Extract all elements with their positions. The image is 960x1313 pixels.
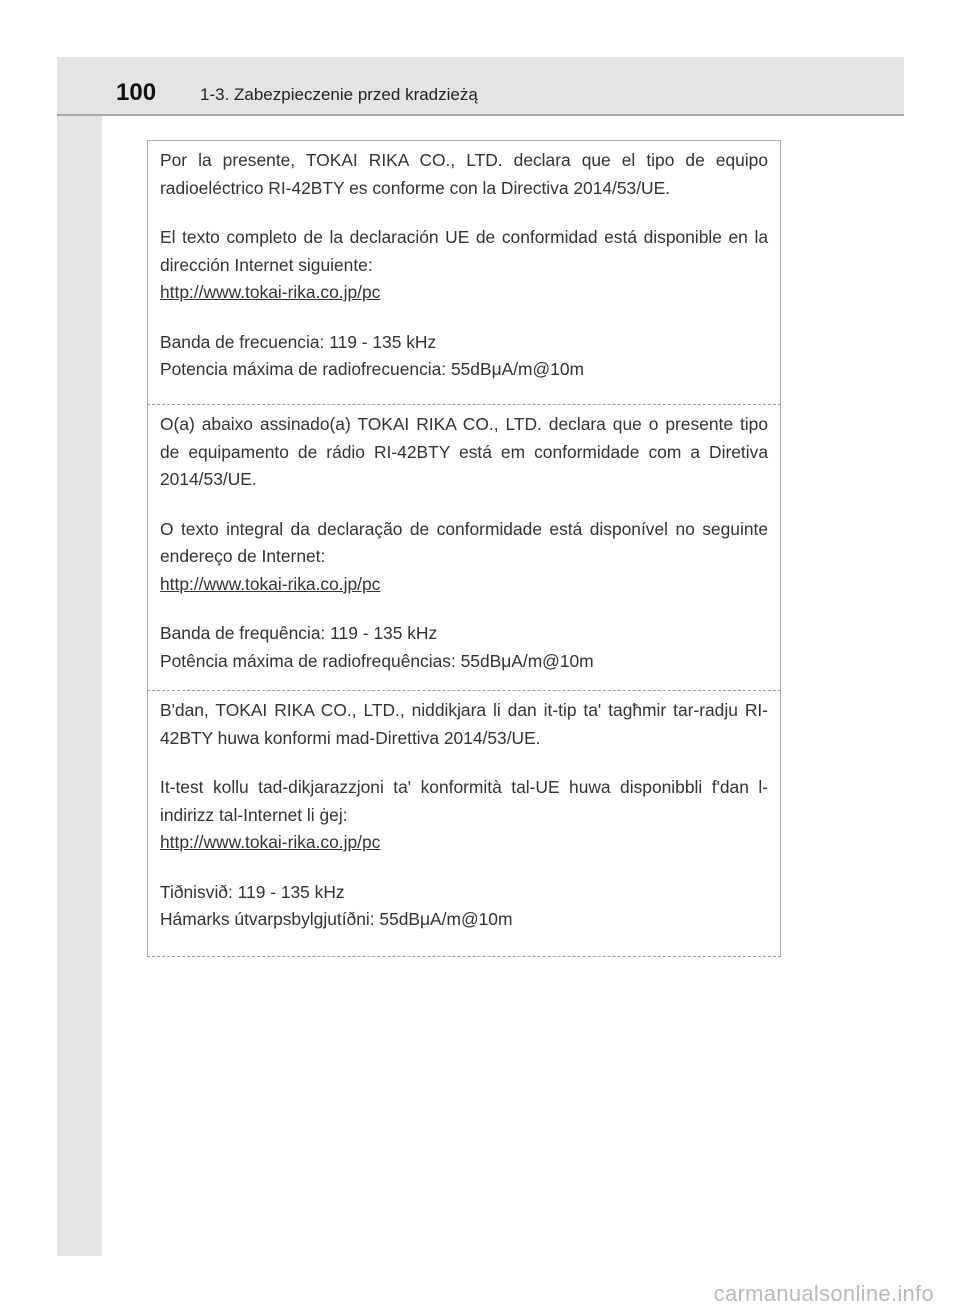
side-band [57, 57, 102, 1256]
declaration-url-link[interactable]: http://www.tokai-rika.co.jp/pc [160, 832, 381, 852]
max-power: Hámarks útvarpsbylgjutíðni: 55dBμA/m@10m [160, 909, 513, 929]
declaration-availability: O texto integral da declaração de conformidade está disponível no seguinte endereço de Internet: [160, 518, 768, 566]
page-header [57, 57, 904, 115]
declaration-url-link[interactable]: http://www.tokai-rika.co.jp/pc [160, 573, 381, 594]
declaration-availability: It-test kollu tad-dikjarazzjoni ta' konformità tal-UE huwa disponibbli f'dan l-indirizz tal-Internet li ġej: [160, 777, 768, 825]
declaration-panel-maltese [147, 690, 781, 957]
watermark-text: carmanualsonline.info [713, 1281, 934, 1306]
section-title: 1-3. Zabezpieczenie przed kradzieżą [200, 85, 478, 104]
page-number: 100 [116, 79, 157, 106]
frequency-band: Tiðnisvið: 119 - 135 kHz [160, 881, 345, 902]
max-power: Potência máxima de radiofrequências: 55dBμA/m@10m [160, 650, 594, 671]
declaration-availability: El texto completo de la declaración UE de conformidad está disponible en la dirección Internet siguiente: [160, 227, 768, 275]
max-power: Potencia máxima de radiofrecuencia: 55dBμA/m@10m [160, 359, 584, 379]
header-divider [57, 114, 904, 116]
declaration-statement: O(a) abaixo assinado(a) TOKAI RIKA CO., LTD. declara que o presente tipo de equipamento de rádio RI-42BTY está em conformidade com a Diretiva 2014/53/UE. [160, 414, 768, 489]
frequency-band: Banda de frecuencia: 119 - 135 kHz [160, 331, 437, 352]
declaration-statement: Por la presente, TOKAI RIKA CO., LTD. declara que el tipo de equipo radioeléctrico RI-42BTY es conforme con la Directiva 2014/53/UE. [160, 150, 768, 198]
frequency-band: Banda de frequência: 119 - 135 kHz [160, 623, 438, 643]
declaration-url-link[interactable]: http://www.tokai-rika.co.jp/pc [160, 282, 381, 302]
declaration-statement: B'dan, TOKAI RIKA CO., LTD., niddikjara li dan it-tip ta' tagħmir tar-radju RI-42BTY huwa konformi mad-Direttiva 2014/53/UE. [160, 700, 768, 748]
declaration-panel-portuguese [147, 404, 781, 690]
declaration-panel-spanish [147, 140, 781, 404]
